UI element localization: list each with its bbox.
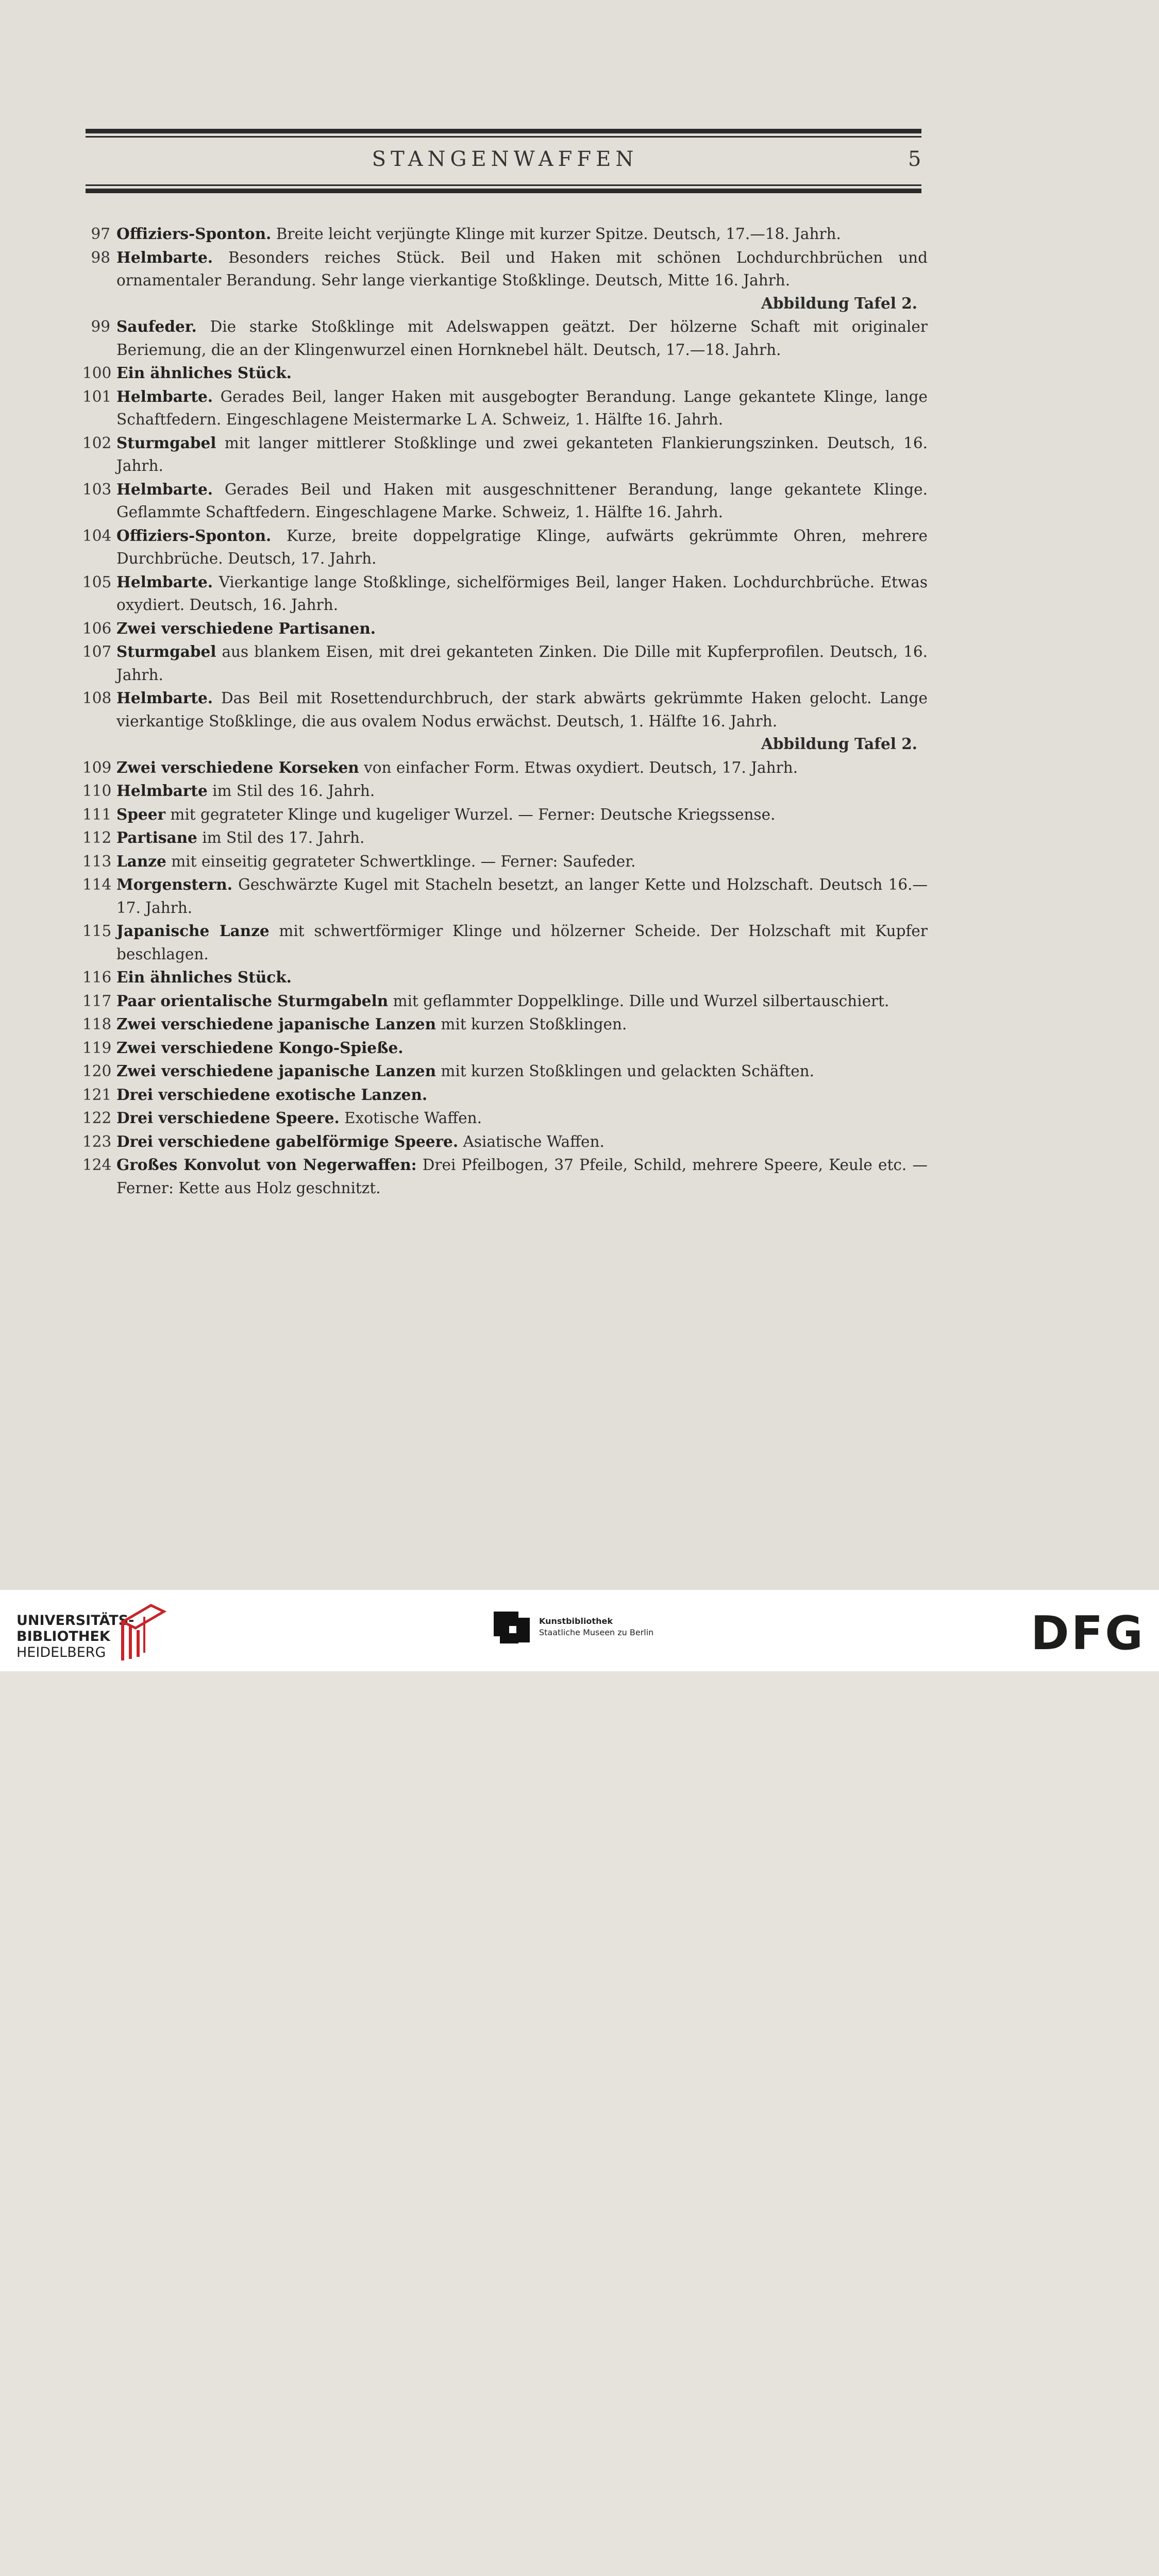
entry-body	[116, 990, 928, 1013]
entry-description: Besonders reiches Stück. Beil und Haken mit schönen Lochdurchbrüchen und ornamentaler Berandung. Sehr lange vierkantige Stoßklinge. Deutsch, Mitte 16. Jahrh.	[116, 248, 928, 289]
entry-description: mit geflammter Doppelklinge. Dille und Wurzel silbertauschiert.	[388, 992, 889, 1010]
entry-number: 124	[82, 1156, 112, 1174]
entry-title: Saufeder.	[116, 317, 197, 335]
catalog-entry	[82, 850, 928, 873]
entry-number: 117	[82, 992, 112, 1010]
entry-title: Japanische Lanze	[116, 922, 270, 940]
entry-body	[116, 687, 928, 756]
entry-number: 99	[91, 318, 110, 335]
catalog-entry	[82, 1154, 928, 1199]
catalog-entry	[82, 1130, 928, 1154]
entry-body	[116, 315, 928, 361]
entry-title: Helmbarte	[116, 782, 208, 800]
entry-title: Zwei verschiedene japanische Lanzen	[116, 1062, 436, 1080]
entry-title: Drei verschiedene gabelförmige Speere.	[116, 1132, 459, 1150]
catalog-entry	[82, 223, 928, 246]
entry-number: 109	[82, 758, 112, 776]
entry-body	[116, 756, 928, 779]
entry-body	[116, 1037, 928, 1060]
entry-body	[116, 432, 928, 478]
catalog-entry	[82, 1083, 928, 1107]
catalog-entry	[82, 617, 928, 640]
catalog-entry	[82, 1107, 928, 1130]
entry-body	[116, 246, 928, 315]
entry-description: mit kurzen Stoßklingen.	[436, 1015, 627, 1033]
entry-title: Zwei verschiedene Korseken	[116, 758, 359, 776]
catalog-entry	[82, 640, 928, 686]
catalog-entry	[82, 990, 928, 1013]
entry-title: Offiziers-Sponton.	[116, 526, 272, 545]
entry-title: Drei verschiedene exotische Lanzen.	[116, 1085, 428, 1104]
entry-body	[116, 223, 928, 246]
catalog-entry	[82, 873, 928, 919]
entry-title: Drei verschiedene Speere.	[116, 1109, 340, 1127]
kb-title: Kunstbibliothek	[539, 1616, 613, 1626]
dfg-logo[interactable]: DFG	[1031, 1606, 1146, 1660]
entry-number: 104	[82, 527, 112, 545]
figure-reference: Abbildung Tafel 2.	[761, 735, 917, 753]
entry-body	[116, 803, 928, 826]
catalog-entry	[82, 478, 928, 524]
entry-title: Helmbarte.	[116, 387, 213, 405]
entry-description: Gerades Beil und Haken mit ausgeschnittener Berandung, lange gekantete Klinge. Geflammte Schaftfedern. Eingeschlagene Marke. Schweiz, 1. Hälfte 16. Jahrh.	[116, 480, 928, 521]
entry-title: Helmbarte.	[116, 689, 213, 707]
running-title: STANGENWAFFEN	[372, 147, 639, 171]
entry-number: 97	[91, 225, 110, 243]
entry-title: Helmbarte.	[116, 248, 213, 266]
entry-body	[116, 478, 928, 524]
entry-description: mit gegrateter Klinge und kugeliger Wurzel. — Ferner: Deutsche Kriegssense.	[165, 805, 776, 823]
entry-body	[116, 920, 928, 965]
entry-description: Geschwärzte Kugel mit Stacheln besetzt, an langer Kette und Holzschaft. Deutsch 16.—17. Jahrh.	[116, 876, 928, 917]
entry-number: 123	[82, 1132, 112, 1150]
entry-description: Drei Pfeilbogen, 37 Pfeile, Schild, mehrere Speere, Keule etc. — Ferner: Kette aus Holz geschnitzt.	[116, 1156, 928, 1197]
entry-description: Breite leicht verjüngte Klinge mit kurzer Spitze. Deutsch, 17.—18. Jahrh.	[271, 225, 841, 243]
catalog-entry	[82, 524, 928, 570]
entry-body	[116, 779, 928, 803]
ub-heidelberg-logo-icon[interactable]	[112, 1601, 169, 1663]
entry-description: Die starke Stoßklinge mit Adelswappen geätzt. Der hölzerne Schaft mit originaler Beriemung, die an der Klingenwurzel einen Hornknebel hält. Deutsch, 17.—18. Jahrh.	[116, 318, 928, 359]
entry-description: Vierkantige lange Stoßklinge, sichelförmiges Beil, langer Haken. Lochdurchbrüche. Etwas oxydiert. Deutsch, 16. Jahrh.	[116, 573, 928, 614]
catalog-entry	[82, 362, 928, 385]
entry-body	[116, 850, 928, 873]
entry-body	[116, 617, 928, 640]
header-rule-top-thin	[86, 136, 921, 138]
entry-description: im Stil des 16. Jahrh.	[207, 782, 375, 800]
entry-title: Helmbarte.	[116, 480, 213, 498]
entry-number: 103	[82, 480, 112, 498]
entry-title: Speer	[116, 805, 166, 823]
entry-description: Kurze, breite doppelgratige Klinge, aufwärts gekrümmte Ohren, mehrere Durchbrüche. Deutsch, 17. Jahrh.	[116, 527, 928, 567]
entry-description: mit einseitig gegrateter Schwertklinge. — Ferner: Saufeder.	[166, 852, 636, 870]
entry-number: 116	[82, 969, 112, 986]
entry-body	[116, 1130, 928, 1154]
entry-number: 100	[82, 364, 112, 382]
catalog-entry	[82, 966, 928, 989]
entry-number: 111	[82, 805, 112, 823]
entry-title: Paar orientalische Sturmgabeln	[116, 991, 389, 1010]
entry-body	[116, 1013, 928, 1036]
entry-title: Ein ähnliches Stück.	[116, 968, 292, 986]
entry-number: 101	[82, 387, 112, 405]
catalog-entry	[82, 803, 928, 826]
catalog-entries	[82, 223, 928, 1200]
entry-description: von einfacher Form. Etwas oxydiert. Deutsch, 17. Jahrh.	[359, 758, 798, 776]
entry-description: mit kurzen Stoßklingen und gelackten Schäften.	[436, 1062, 815, 1080]
catalog-entry	[82, 571, 928, 617]
entry-title: Zwei verschiedene japanische Lanzen	[116, 1015, 436, 1033]
entry-number: 112	[82, 829, 112, 846]
entry-number: 107	[82, 643, 112, 660]
entry-number: 114	[82, 876, 112, 893]
entry-title: Lanze	[116, 852, 166, 870]
entry-description: mit schwertförmiger Klinge und hölzerner Scheide. Der Holzschaft mit Kupfer beschlagen.	[116, 922, 928, 963]
ub-line-2: BIBLIOTHEK	[16, 1629, 110, 1645]
entry-number: 113	[82, 852, 112, 870]
catalog-entry	[82, 1013, 928, 1036]
entry-body	[116, 571, 928, 617]
entry-description: aus blankem Eisen, mit drei gekanteten Zinken. Die Dille mit Kupferprofilen. Deutsch, 16. Jahrh.	[116, 643, 928, 684]
entry-number: 102	[82, 434, 112, 452]
entry-body	[116, 873, 928, 919]
ub-line-3: HEIDELBERG	[16, 1645, 106, 1660]
page-number: 5	[908, 147, 921, 171]
entry-title: Partisane	[116, 828, 197, 846]
entry-number: 122	[82, 1109, 112, 1127]
catalog-entry	[82, 1060, 928, 1083]
entry-title: Offiziers-Sponton.	[116, 225, 272, 243]
catalog-entry	[82, 756, 928, 779]
footer-bar	[0, 1590, 1159, 1671]
entry-number: 108	[82, 689, 112, 707]
entry-description: Das Beil mit Rosettendurchbruch, der stark abwärts gekrümmte Haken gelocht. Lange vierkantige Stoßklinge, die aus ovalem Nodus erwächst. Deutsch, 1. Hälfte 16. Jahrh.	[116, 689, 928, 730]
catalog-entry	[82, 687, 928, 756]
header-rule-bottom-thin	[86, 184, 921, 186]
entry-title: Ein ähnliches Stück.	[116, 364, 292, 382]
entry-body	[116, 524, 928, 570]
entry-number: 121	[82, 1086, 112, 1104]
entry-description: mit langer mittlerer Stoßklinge und zwei gekanteten Flankierungszinken. Deutsch, 16. Jahrh.	[116, 434, 928, 474]
entry-body	[116, 640, 928, 686]
entry-body	[116, 1060, 928, 1083]
entry-description: im Stil des 17. Jahrh.	[197, 829, 365, 846]
entry-number: 106	[82, 619, 112, 637]
entry-body	[116, 362, 928, 385]
entry-number: 115	[82, 922, 112, 940]
header-rule-top	[86, 129, 921, 133]
catalog-entry	[82, 385, 928, 431]
entry-body	[116, 1107, 928, 1130]
entry-title: Morgenstern.	[116, 875, 232, 893]
catalog-entry	[82, 1037, 928, 1060]
catalog-entry	[82, 920, 928, 965]
ub-line-1: UNIVERSITÄTS-	[16, 1613, 135, 1629]
entry-body	[116, 826, 928, 850]
catalog-entry	[82, 432, 928, 478]
entry-title: Sturmgabel	[116, 433, 216, 452]
entry-number: 119	[82, 1039, 112, 1057]
entry-description: Asiatische Waffen.	[458, 1132, 604, 1150]
kb-subtitle: Staatliche Museen zu Berlin	[539, 1628, 654, 1637]
kunstbibliothek-logo-icon[interactable]	[494, 1612, 530, 1648]
entry-number: 110	[82, 782, 112, 800]
entry-body	[116, 1083, 928, 1107]
entry-title: Sturmgabel	[116, 642, 216, 660]
entry-body	[116, 966, 928, 989]
entry-number: 118	[82, 1015, 112, 1033]
figure-reference: Abbildung Tafel 2.	[761, 294, 917, 312]
entry-description: Gerades Beil, langer Haken mit ausgebogter Berandung. Lange gekantete Klinge, lange Schaftfedern. Eingeschlagene Meistermarke L A. Schweiz, 1. Hälfte 16. Jahrh.	[116, 387, 928, 428]
entry-number: 105	[82, 573, 112, 591]
entry-title: Großes Konvolut von Negerwaffen:	[116, 1156, 417, 1174]
entry-title: Zwei verschiedene Kongo-Spieße.	[116, 1038, 404, 1057]
catalog-entry	[82, 779, 928, 803]
catalog-entry	[82, 826, 928, 850]
entry-number: 120	[82, 1062, 112, 1080]
entry-title: Helmbarte.	[116, 572, 213, 591]
entry-body	[116, 1154, 928, 1199]
header-rule-bottom	[86, 189, 921, 193]
catalog-entry	[82, 246, 928, 315]
entry-description: Exotische Waffen.	[339, 1109, 482, 1127]
kunstbibliothek-text	[539, 1616, 653, 1638]
entry-number: 98	[91, 248, 110, 266]
entry-title: Zwei verschiedene Partisanen.	[116, 619, 376, 637]
catalog-entry	[82, 315, 928, 361]
entry-body	[116, 385, 928, 431]
